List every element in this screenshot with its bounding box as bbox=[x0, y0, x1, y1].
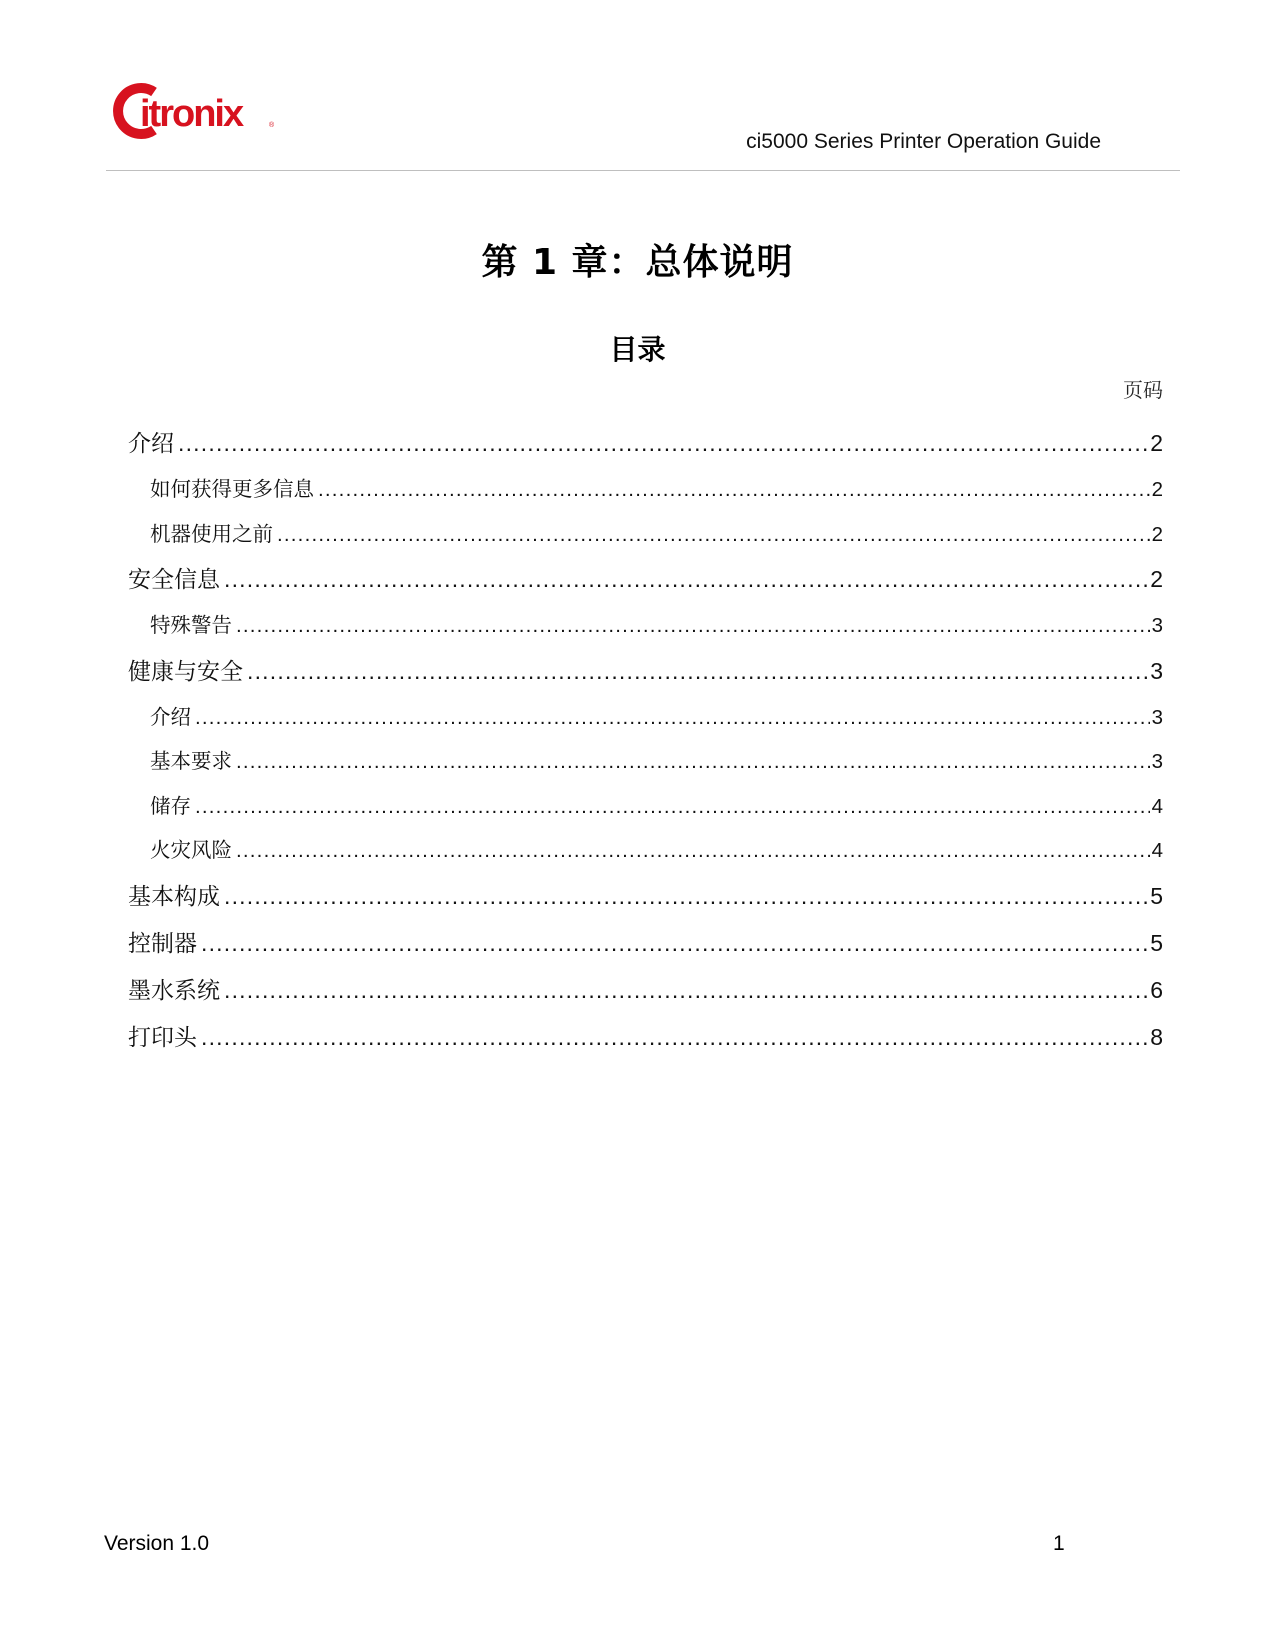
toc-leader-dots bbox=[201, 930, 1148, 957]
toc-leader-dots bbox=[195, 795, 1150, 819]
toc-entry-page: 4 bbox=[1151, 794, 1163, 818]
table-of-contents bbox=[128, 425, 1163, 1066]
toc-leader-dots bbox=[224, 566, 1148, 593]
toc-leader-dots bbox=[318, 478, 1150, 502]
document-title: ci5000 Series Printer Operation Guide bbox=[746, 130, 1101, 153]
toc-entry-page: 6 bbox=[1150, 976, 1163, 1003]
toc-entry-page: 2 bbox=[1151, 478, 1163, 501]
toc-entry-label: 介绍 bbox=[150, 704, 191, 729]
toc-leader-dots bbox=[236, 839, 1150, 863]
toc-entry[interactable] bbox=[128, 878, 1163, 925]
page-column-label: 页码 bbox=[1123, 378, 1163, 402]
toc-entry-page: 3 bbox=[1151, 614, 1163, 637]
svg-text:®: ® bbox=[269, 122, 275, 129]
footer-page-number: 1 bbox=[1053, 1532, 1065, 1555]
toc-entry-page: 3 bbox=[1151, 750, 1163, 773]
toc-subentry[interactable] bbox=[128, 833, 1163, 878]
toc-subentry[interactable] bbox=[128, 472, 1163, 517]
toc-entry-label: 介绍 bbox=[128, 431, 174, 457]
toc-entry-page: 2 bbox=[1150, 430, 1163, 456]
header-divider bbox=[106, 170, 1180, 171]
toc-leader-dots bbox=[236, 614, 1150, 638]
toc-entry-label: 墨水系统 bbox=[128, 977, 220, 1004]
toc-leader-dots bbox=[247, 658, 1148, 685]
toc-leader-dots bbox=[236, 750, 1150, 774]
toc-leader-dots bbox=[224, 883, 1148, 910]
toc-entry-label: 控制器 bbox=[128, 930, 197, 957]
toc-leader-dots bbox=[277, 523, 1150, 547]
toc-subentry[interactable] bbox=[128, 789, 1163, 834]
toc-entry-page: 2 bbox=[1151, 522, 1163, 546]
svg-text:itronix: itronix bbox=[140, 93, 243, 135]
toc-entry-page: 3 bbox=[1151, 705, 1163, 729]
footer-version: Version 1.0 bbox=[104, 1532, 210, 1555]
toc-entry[interactable] bbox=[128, 925, 1163, 972]
toc-entry-page: 4 bbox=[1151, 839, 1163, 862]
toc-entry-label: 如何获得更多信息 bbox=[150, 477, 314, 501]
toc-subentry[interactable] bbox=[128, 608, 1163, 653]
toc-entry-label: 打印头 bbox=[128, 1024, 197, 1051]
toc-entry-page: 5 bbox=[1150, 929, 1163, 956]
toc-entry[interactable] bbox=[128, 561, 1163, 608]
toc-subentry[interactable] bbox=[128, 517, 1163, 562]
toc-subentry[interactable] bbox=[128, 700, 1163, 745]
toc-leader-dots bbox=[224, 977, 1148, 1004]
toc-heading: 目录 bbox=[609, 333, 666, 366]
toc-entry-label: 机器使用之前 bbox=[150, 521, 273, 546]
toc-entry-label: 基本要求 bbox=[150, 749, 232, 773]
toc-entry-page: 3 bbox=[1150, 657, 1163, 684]
toc-subentry[interactable] bbox=[128, 744, 1163, 789]
toc-entry[interactable] bbox=[128, 1019, 1163, 1066]
toc-entry-page: 2 bbox=[1150, 566, 1163, 592]
toc-entry[interactable] bbox=[128, 653, 1163, 700]
toc-leader-dots bbox=[195, 706, 1150, 730]
toc-entry-label: 特殊警告 bbox=[150, 613, 232, 637]
toc-entry-page: 8 bbox=[1150, 1023, 1163, 1050]
toc-entry-label: 储存 bbox=[150, 793, 191, 818]
toc-leader-dots bbox=[201, 1024, 1148, 1051]
chapter-title: 第 1 章：总体说明 bbox=[481, 242, 794, 283]
toc-entry-label: 安全信息 bbox=[128, 567, 220, 593]
toc-entry-label: 基本构成 bbox=[128, 883, 220, 910]
toc-entry[interactable] bbox=[128, 972, 1163, 1019]
toc-entry-page: 5 bbox=[1150, 882, 1163, 909]
toc-entry-label: 健康与安全 bbox=[128, 658, 243, 685]
citronix-logo bbox=[110, 80, 285, 142]
toc-entry-label: 火灾风险 bbox=[150, 838, 232, 862]
toc-entry[interactable] bbox=[128, 425, 1163, 472]
toc-leader-dots bbox=[178, 430, 1148, 457]
